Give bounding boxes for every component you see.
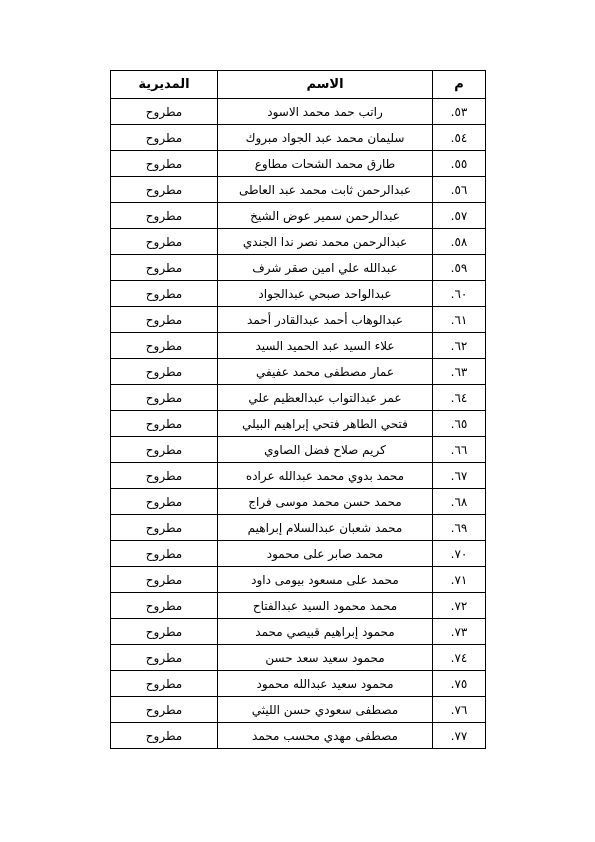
row-number-cell: ٦٥.: [433, 411, 486, 437]
table-row: [111, 489, 486, 515]
row-name-cell: عمر عبدالتواب عبدالعظيم علي: [218, 385, 433, 411]
row-name-cell: عبدالوهاب أحمد عبدالقادر أحمد: [218, 307, 433, 333]
row-name-cell: علاء السيد عبد الحميد السيد: [218, 333, 433, 359]
row-name-cell: محمود سعيد عبدالله محمود: [218, 671, 433, 697]
row-name-cell: عبدالرحمن سمير عوض الشيخ: [218, 203, 433, 229]
row-directorate-cell: مطروح: [111, 515, 218, 541]
row-directorate-cell: مطروح: [111, 697, 218, 723]
row-number-cell: ٥٧.: [433, 203, 486, 229]
table-row: [111, 281, 486, 307]
table-body: [111, 99, 486, 749]
row-number-cell: ٧٢.: [433, 593, 486, 619]
table-row: [111, 411, 486, 437]
row-name-cell: محمد حسن محمد موسى فراج: [218, 489, 433, 515]
row-directorate-cell: مطروح: [111, 645, 218, 671]
table-row: [111, 333, 486, 359]
table-row: [111, 567, 486, 593]
row-number-cell: ٧٥.: [433, 671, 486, 697]
row-directorate-cell: مطروح: [111, 385, 218, 411]
table-row: [111, 437, 486, 463]
row-name-cell: محمود إبراهيم قبيصي محمد: [218, 619, 433, 645]
row-directorate-cell: مطروح: [111, 359, 218, 385]
header-directorate: المديرية: [111, 71, 218, 99]
table-row: [111, 203, 486, 229]
table-row: [111, 671, 486, 697]
table-row: [111, 645, 486, 671]
row-directorate-cell: مطروح: [111, 593, 218, 619]
row-directorate-cell: مطروح: [111, 671, 218, 697]
row-directorate-cell: مطروح: [111, 619, 218, 645]
row-directorate-cell: مطروح: [111, 333, 218, 359]
row-name-cell: مصطفى مهدي محسب محمد: [218, 723, 433, 749]
table-row: [111, 697, 486, 723]
row-number-cell: ٧٦.: [433, 697, 486, 723]
table-row: [111, 229, 486, 255]
row-name-cell: راتب حمد محمد الاسود: [218, 99, 433, 125]
row-directorate-cell: مطروح: [111, 723, 218, 749]
row-name-cell: مصطفى سعودي حسن الليثي: [218, 697, 433, 723]
table-row: [111, 515, 486, 541]
row-number-cell: ٦٨.: [433, 489, 486, 515]
names-table: [110, 70, 486, 749]
row-number-cell: ٥٦.: [433, 177, 486, 203]
table-row: [111, 255, 486, 281]
row-directorate-cell: مطروح: [111, 411, 218, 437]
row-directorate-cell: مطروح: [111, 463, 218, 489]
table-row: [111, 359, 486, 385]
row-number-cell: ٦٢.: [433, 333, 486, 359]
row-directorate-cell: مطروح: [111, 307, 218, 333]
row-number-cell: ٥٣.: [433, 99, 486, 125]
row-directorate-cell: مطروح: [111, 281, 218, 307]
row-name-cell: عبدالواحد صبحي عبدالجواد: [218, 281, 433, 307]
row-directorate-cell: مطروح: [111, 255, 218, 281]
row-directorate-cell: مطروح: [111, 151, 218, 177]
row-number-cell: ٥٨.: [433, 229, 486, 255]
row-name-cell: فتحي الطاهر فتحي إبراهيم البيلي: [218, 411, 433, 437]
row-number-cell: ٧٠.: [433, 541, 486, 567]
table-row: [111, 723, 486, 749]
row-directorate-cell: مطروح: [111, 567, 218, 593]
row-number-cell: ٦٦.: [433, 437, 486, 463]
table-row: [111, 463, 486, 489]
header-name: الاسم: [218, 71, 433, 99]
row-name-cell: طارق محمد الشحات مطاوع: [218, 151, 433, 177]
row-directorate-cell: مطروح: [111, 125, 218, 151]
row-number-cell: ٦٧.: [433, 463, 486, 489]
row-directorate-cell: مطروح: [111, 99, 218, 125]
row-directorate-cell: مطروح: [111, 541, 218, 567]
row-directorate-cell: مطروح: [111, 437, 218, 463]
row-name-cell: عمار مصطفى محمد عفيفي: [218, 359, 433, 385]
row-name-cell: محمد صابر على محمود: [218, 541, 433, 567]
table-row: [111, 99, 486, 125]
table-header-row: [111, 71, 486, 99]
row-number-cell: ٦٠.: [433, 281, 486, 307]
table-row: [111, 307, 486, 333]
row-number-cell: ٦٤.: [433, 385, 486, 411]
table-row: [111, 385, 486, 411]
table-row: [111, 151, 486, 177]
row-name-cell: عبدالرحمن محمد نصر ندا الجندي: [218, 229, 433, 255]
row-name-cell: محمد محمود السيد عبدالفتاح: [218, 593, 433, 619]
row-name-cell: محمود سعيد سعد حسن: [218, 645, 433, 671]
row-name-cell: عبدالله علي امين صقر شرف: [218, 255, 433, 281]
row-number-cell: ٧٣.: [433, 619, 486, 645]
row-name-cell: عبدالرحمن ثابت محمد عبد العاطى: [218, 177, 433, 203]
row-directorate-cell: مطروح: [111, 229, 218, 255]
table-row: [111, 177, 486, 203]
row-number-cell: ٥٥.: [433, 151, 486, 177]
table-row: [111, 541, 486, 567]
row-directorate-cell: مطروح: [111, 489, 218, 515]
row-number-cell: ٦٩.: [433, 515, 486, 541]
row-number-cell: ٦٣.: [433, 359, 486, 385]
row-directorate-cell: مطروح: [111, 203, 218, 229]
table-row: [111, 125, 486, 151]
table-row: [111, 593, 486, 619]
table-row: [111, 619, 486, 645]
row-name-cell: سليمان محمد عبد الجواد مبروك: [218, 125, 433, 151]
row-name-cell: محمد شعبان عبدالسلام إبراهيم: [218, 515, 433, 541]
row-number-cell: ٧٤.: [433, 645, 486, 671]
row-number-cell: ٥٩.: [433, 255, 486, 281]
row-number-cell: ٥٤.: [433, 125, 486, 151]
row-directorate-cell: مطروح: [111, 177, 218, 203]
row-name-cell: كريم صلاح فضل الصاوي: [218, 437, 433, 463]
row-name-cell: محمد بدوي محمد عبدالله عراده: [218, 463, 433, 489]
row-name-cell: محمد على مسعود بيومى داود: [218, 567, 433, 593]
row-number-cell: ٧١.: [433, 567, 486, 593]
row-number-cell: ٧٧.: [433, 723, 486, 749]
row-number-cell: ٦١.: [433, 307, 486, 333]
header-number: م: [433, 71, 486, 99]
